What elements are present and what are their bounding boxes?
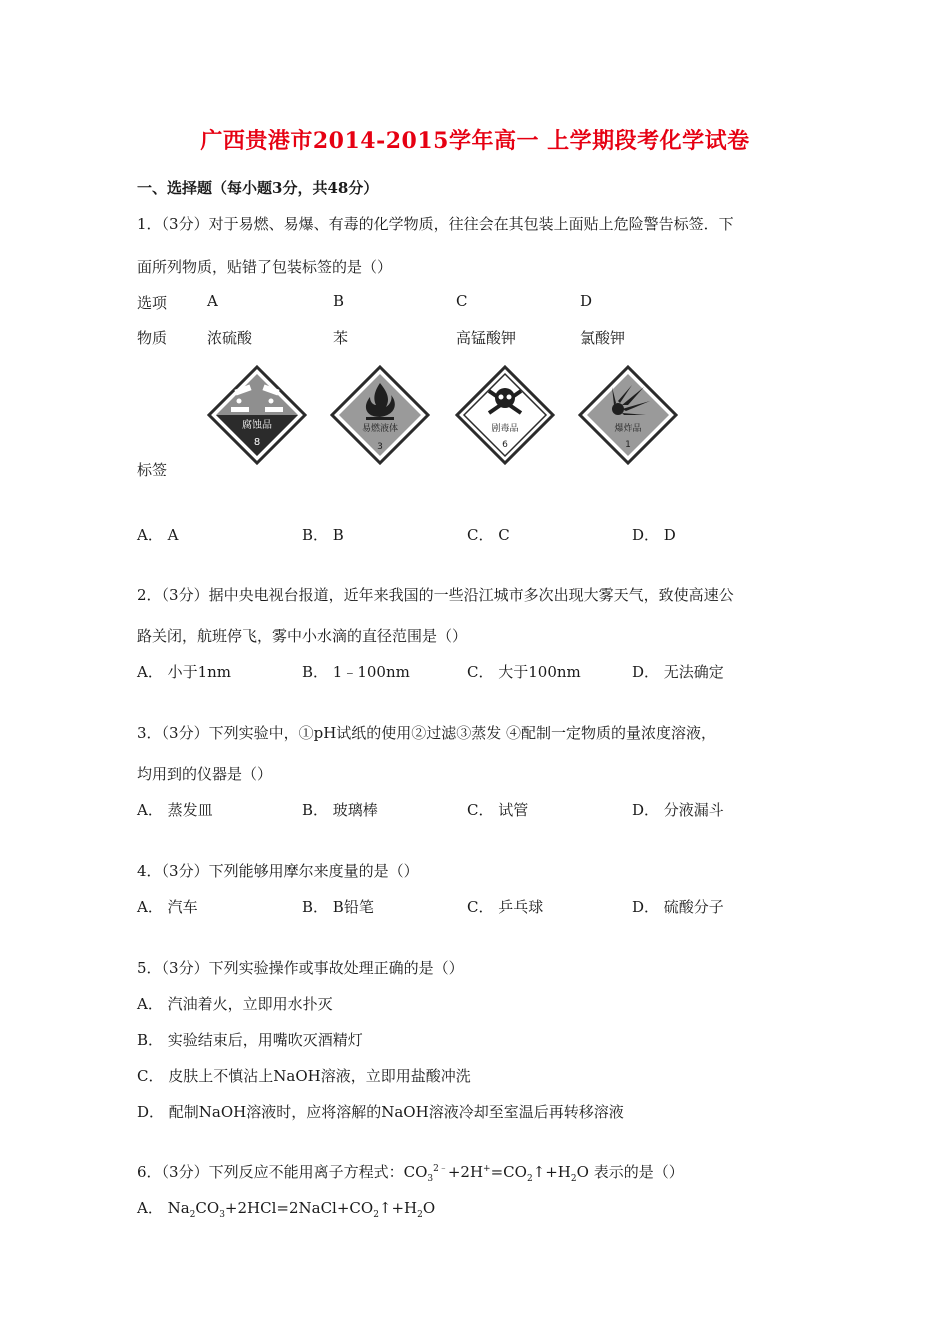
table-row-label-sign: 标签 bbox=[137, 461, 168, 479]
q5-option-a[interactable]: A． 汽油着火，立即用水扑灭 bbox=[137, 995, 333, 1013]
substance-a: 浓硫酸 bbox=[207, 329, 253, 347]
sign-label-d: 爆炸品 bbox=[614, 424, 642, 434]
q1-stem-line1: 1．（3分）对于易燃、易爆、有毒的化学物质，往往会在其包装上面贴上危险警告标签．下 bbox=[137, 215, 734, 233]
q4-option-d[interactable]: D． 硫酸分子 bbox=[632, 898, 724, 916]
q3-option-c[interactable]: C． 试管 bbox=[467, 801, 529, 819]
q4-option-c[interactable]: C． 乒乓球 bbox=[467, 898, 544, 916]
hazard-sign-corrosive bbox=[207, 365, 307, 465]
q2-stem-line2: 路关闭，航班停飞，雾中小水滴的直径范围是（） bbox=[137, 627, 468, 645]
substance-d: 氯酸钾 bbox=[580, 329, 626, 347]
sign-label-c: 剧毒品 bbox=[491, 424, 519, 434]
q4-option-a[interactable]: A． 汽车 bbox=[137, 898, 198, 916]
section-heading: 一、选择题（每小题3分，共48分） bbox=[137, 179, 379, 197]
q3-stem-line2: 均用到的仪器是（） bbox=[137, 765, 273, 783]
hazard-sign-flammable-liquid bbox=[330, 365, 430, 465]
q5-option-c[interactable]: C． 皮肤上不慎沾上NaOH溶液，立即用盐酸冲洗 bbox=[137, 1067, 471, 1085]
table-option-a: A bbox=[207, 292, 218, 310]
table-row-label-substance: 物质 bbox=[137, 329, 168, 347]
q6-stem-line1: 6．（3分）下列反应不能用离子方程式：$CO_3^{2﹣}+2H^+=CO_2↑+H_2O$ 表示的是（） bbox=[137, 1163, 684, 1184]
hazard-sign-toxic bbox=[455, 365, 555, 465]
q1-option-d[interactable]: D． D bbox=[632, 526, 676, 544]
q3-stem-line1: 3．（3分）下列实验中，①pH试纸的使用②过滤③蒸发 ④配制一定物质的量浓度溶液， bbox=[137, 724, 717, 742]
q1-option-b[interactable]: B． B bbox=[302, 526, 344, 544]
sign-label-a: 腐蚀品 bbox=[242, 420, 272, 431]
sign-number-a: 8 bbox=[253, 437, 261, 448]
q4-option-b[interactable]: B． B铅笔 bbox=[302, 898, 374, 916]
q5-option-d[interactable]: D． 配制NaOH溶液时，应将溶解的NaOH溶液冷却至室温后再转移溶液 bbox=[137, 1103, 624, 1121]
q5-stem-line1: 5．（3分）下列实验操作或事故处理正确的是（） bbox=[137, 959, 464, 977]
q2-option-c[interactable]: C． 大于100nm bbox=[467, 663, 581, 681]
q1-option-c[interactable]: C． C bbox=[467, 526, 510, 544]
q1-option-a[interactable]: A． A bbox=[137, 526, 179, 544]
substance-c: 高锰酸钾 bbox=[456, 329, 517, 347]
hazard-sign-explosive bbox=[578, 365, 678, 465]
table-option-b: B bbox=[333, 292, 345, 310]
sign-number-b: 3 bbox=[377, 442, 383, 452]
q1-stem-line2: 面所列物质，贴错了包装标签的是（） bbox=[137, 258, 393, 276]
sign-label-b: 易燃液体 bbox=[361, 424, 399, 434]
q3-option-b[interactable]: B． 玻璃棒 bbox=[302, 801, 378, 819]
q2-stem-line1: 2．（3分）据中央电视台报道，近年来我国的一些沿江城市多次出现大雾天气，致使高速公 bbox=[137, 586, 734, 604]
q3-option-a[interactable]: A． 蒸发皿 bbox=[137, 801, 213, 819]
q6-option-a[interactable]: A． $Na_2CO_3+2HCl=2NaCl+CO_2↑+H_2O$ bbox=[137, 1199, 436, 1220]
q2-option-a[interactable]: A． 小于1nm bbox=[137, 663, 232, 681]
substance-b: 苯 bbox=[333, 329, 349, 347]
sign-number-d: 1 bbox=[625, 440, 631, 450]
q4-stem-line1: 4．（3分）下列能够用摩尔来度量的是（） bbox=[137, 862, 419, 880]
table-option-c: C bbox=[456, 292, 468, 310]
q5-option-b[interactable]: B． 实验结束后，用嘴吹灭酒精灯 bbox=[137, 1031, 363, 1049]
table-option-d: D bbox=[580, 292, 593, 310]
page-title: 广西贵港市2014-2015学年高一 上学期段考化学试卷 bbox=[200, 128, 750, 154]
q3-option-d[interactable]: D． 分液漏斗 bbox=[632, 801, 724, 819]
q2-option-d[interactable]: D． 无法确定 bbox=[632, 663, 724, 681]
sign-number-c: 6 bbox=[502, 440, 508, 450]
q2-option-b[interactable]: B． 1﹣100nm bbox=[302, 663, 410, 681]
table-row-label-option: 选项 bbox=[137, 294, 168, 312]
